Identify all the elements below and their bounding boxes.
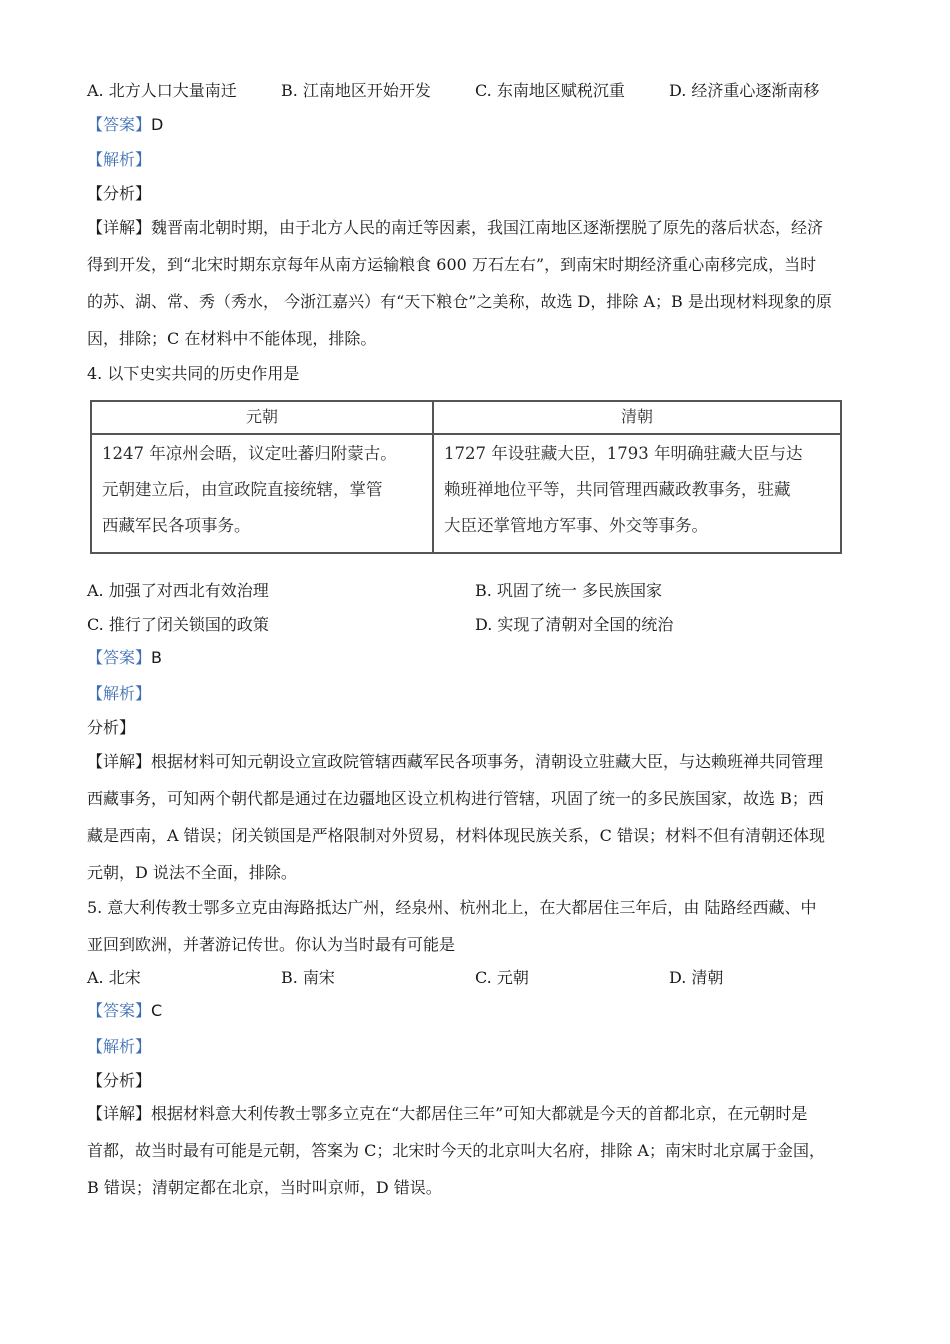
q3-answer: D: [151, 115, 164, 134]
q3-answer-line: [87, 115, 163, 135]
answer-tag: 【答案】: [87, 648, 152, 667]
q3-detail-line: 得到开发，到“北宋时期东京每年从南方运输粮食 600 万石左右”，到南宋时期经济重心南移完成，当时: [87, 255, 817, 274]
q5-option-d: D. 清朝: [669, 968, 724, 987]
answer-tag: 【答案】: [87, 1001, 152, 1020]
q4-detail-line: 元朝，D 说法不全面，排除。: [87, 863, 297, 882]
q5-jiexi-tag: 【解析】: [87, 1037, 152, 1056]
q4-stem: 4. 以下史实共同的历史作用是: [87, 364, 300, 383]
q5-option-b: B. 南宋: [281, 968, 335, 987]
table-header-divider: [92, 433, 840, 435]
q5-stem-line: 亚回到欧洲，并著游记传世。你认为当时最有可能是: [87, 935, 456, 954]
q5-detail-line: B 错误；清朝定都在北京，当时叫京师，D 错误。: [87, 1178, 442, 1197]
q3-detail-line: 的苏、湖、常、秀（秀水， 今浙江嘉兴）有“天下粮仓”之美称，故选 D，排除 A；B 是出现材料现象的原: [87, 292, 832, 311]
q3-option-c: C. 东南地区赋税沉重: [475, 81, 625, 100]
q5-option-a: A. 北宋: [87, 968, 141, 987]
q4-option-d: D. 实现了清朝对全国的统治: [475, 615, 674, 634]
table-cell-yuan-line: 元朝建立后，由宣政院直接统辖，掌管: [102, 480, 383, 499]
q5-detail-line: 首都，故当时最有可能是元朝，答案为 C；北宋时今天的北京叫大名府，排除 A；南宋时北京属于金国，: [87, 1141, 825, 1160]
q4-detail-line: 【详解】根据材料可知元朝设立宣政院管辖西藏军民各项事务，清朝设立驻藏大臣，与达赖班禅共同管理: [87, 752, 824, 771]
q3-option-b: B. 江南地区开始开发: [281, 81, 431, 100]
q5-fenxi-tag: 【分析】: [87, 1071, 152, 1090]
table-cell-yuan-line: 西藏军民各项事务。: [102, 516, 251, 535]
q4-option-b: B. 巩固了统一 多民族国家: [475, 581, 663, 600]
q4-fenxi-tag: 分析】: [87, 718, 136, 737]
q5-answer: C: [151, 1001, 163, 1020]
q3-option-a: A. 北方人口大量南迁: [87, 81, 237, 100]
q5-option-c: C. 元朝: [475, 968, 529, 987]
q4-detail-line: 西藏事务，可知两个朝代都是通过在边疆地区设立机构进行管辖，巩固了统一的多民族国家，故选 B；西: [87, 789, 824, 808]
q5-stem-line: 5. 意大利传教士鄂多立克由海路抵达广州，经泉州、杭州北上，在大都居住三年后，由 陆路经西藏、中: [87, 898, 817, 917]
table-header-yuan: 元朝: [245, 407, 278, 426]
table-cell-yuan-line: 1247 年凉州会晤，议定吐蕃归附蒙古。: [102, 444, 397, 463]
q4-answer: B: [151, 648, 162, 667]
q4-answer-line: [87, 648, 162, 668]
q4-option-a: A. 加强了对西北有效治理: [87, 581, 269, 600]
table-cell-qing-line: 赖班禅地位平等，共同管理西藏政教事务，驻藏: [444, 480, 791, 499]
q3-option-d: D. 经济重心逐渐南移: [669, 81, 820, 100]
q4-option-c: C. 推行了闭关锁国的政策: [87, 615, 269, 634]
q4-history-table: [90, 400, 842, 554]
q3-detail-line: 因，排除；C 在材料中不能体现，排除。: [87, 329, 377, 348]
q4-detail-line: 藏是西南，A 错误；闭关锁国是严格限制对外贸易，材料体现民族关系，C 错误；材料不但有清朝还体现: [87, 826, 825, 845]
table-cell-qing-line: 1727 年设驻藏大臣，1793 年明确驻藏大臣与达: [444, 444, 803, 463]
q3-detail-line: 【详解】魏晋南北朝时期，由于北方人民的南迁等因素，我国江南地区逐渐摆脱了原先的落后状态，经济: [87, 218, 824, 237]
q4-jiexi-tag: 【解析】: [87, 684, 152, 703]
q3-fenxi-tag: 【分析】: [87, 184, 152, 203]
q5-detail-line: 【详解】根据材料意大利传教士鄂多立克在“大都居住三年”可知大都就是今天的首都北京，在元朝时是: [87, 1104, 808, 1123]
table-cell-qing-line: 大臣还掌管地方军事、外交等事务。: [444, 516, 708, 535]
answer-tag: 【答案】: [87, 115, 152, 134]
table-header-qing: 清朝: [620, 407, 653, 426]
q5-answer-line: [87, 1001, 162, 1021]
q3-jiexi-tag: 【解析】: [87, 150, 152, 169]
